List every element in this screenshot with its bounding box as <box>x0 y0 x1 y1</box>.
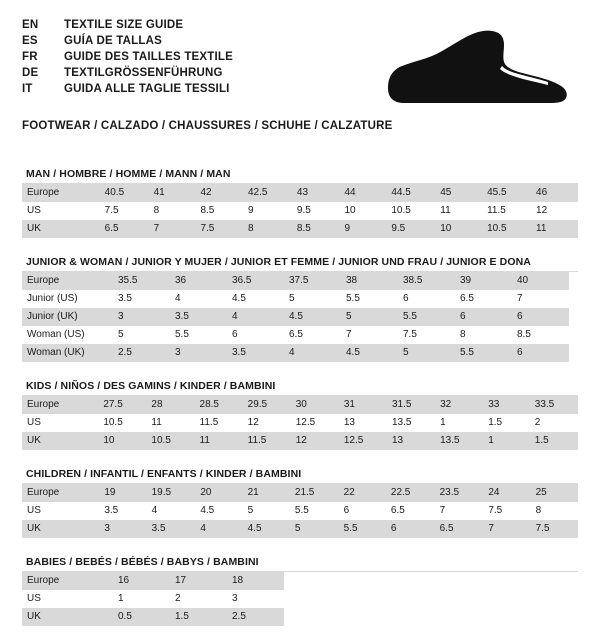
size-cell: 11 <box>195 432 243 450</box>
row-label: US <box>22 414 98 432</box>
size-cell: 10.5 <box>482 220 531 238</box>
size-cell: 10.5 <box>386 202 435 220</box>
size-cell: 6.5 <box>100 220 149 238</box>
row-label: Europe <box>22 272 113 290</box>
table-row <box>22 308 569 326</box>
size-cell: 5.5 <box>341 290 398 308</box>
size-cell: 3.5 <box>99 502 146 520</box>
size-cell: 6 <box>512 308 569 326</box>
size-cell: 42.5 <box>243 184 292 202</box>
size-cell: 20 <box>195 484 242 502</box>
size-cell: 3.5 <box>227 344 284 362</box>
size-cell: 4.5 <box>195 502 242 520</box>
size-cell: 5.5 <box>339 520 386 538</box>
size-cell: 33 <box>483 396 530 414</box>
size-block-title: BABIES / BEBÉS / BÉBÉS / BABYS / BAMBINI <box>22 556 578 572</box>
size-table <box>22 484 578 538</box>
size-cell: 16 <box>113 572 170 590</box>
size-cell: 7.5 <box>531 520 578 538</box>
size-cell: 6 <box>227 326 284 344</box>
size-cell: 7 <box>435 502 484 520</box>
size-cell: 7 <box>341 326 398 344</box>
size-cell: 5 <box>113 326 170 344</box>
row-label: UK <box>22 220 100 238</box>
size-cell: 4 <box>227 308 284 326</box>
row-label: Europe <box>22 184 100 202</box>
size-cell: 1.5 <box>530 432 578 450</box>
size-cell: 5 <box>398 344 455 362</box>
size-cell: 3 <box>99 520 146 538</box>
size-cell: 4.5 <box>341 344 398 362</box>
size-cell: 7 <box>512 290 569 308</box>
size-cell: 5.5 <box>170 326 227 344</box>
size-block-title: JUNIOR & WOMAN / JUNIOR Y MUJER / JUNIOR ET FEMME / JUNIOR UND FRAU / JUNIOR E DONA <box>22 256 578 272</box>
size-cell: 19.5 <box>147 484 196 502</box>
language-row <box>22 34 233 50</box>
size-cell: 11 <box>435 202 482 220</box>
size-cell: 8 <box>455 326 512 344</box>
size-cell: 8 <box>243 220 292 238</box>
size-block-title: MAN / HOMBRE / HOMME / MANN / MAN <box>22 168 578 184</box>
dress-shoe-icon <box>382 26 572 106</box>
size-block <box>22 556 578 626</box>
size-cell: 3 <box>227 590 284 608</box>
size-cell: 43 <box>292 184 340 202</box>
row-label: UK <box>22 520 99 538</box>
size-cell: 7.5 <box>483 502 530 520</box>
language-code: FR <box>22 51 38 63</box>
size-cell: 11.5 <box>243 432 291 450</box>
size-cell: 7 <box>483 520 530 538</box>
size-cell: 4.5 <box>227 290 284 308</box>
size-cell: 13.5 <box>435 432 483 450</box>
size-cell: 41 <box>149 184 196 202</box>
size-cell: 9.5 <box>292 202 340 220</box>
size-cell: 28.5 <box>195 396 243 414</box>
size-cell: 6.5 <box>455 290 512 308</box>
size-cell: 22 <box>339 484 386 502</box>
size-cell: 11.5 <box>482 202 531 220</box>
size-cell: 7.5 <box>398 326 455 344</box>
size-cell: 45.5 <box>482 184 531 202</box>
size-cell: 23.5 <box>435 484 484 502</box>
size-cell: 5.5 <box>290 502 339 520</box>
language-row <box>22 82 233 98</box>
size-cell: 32 <box>435 396 483 414</box>
table-row <box>22 432 578 450</box>
size-cell: 17 <box>170 572 227 590</box>
size-cell: 29.5 <box>243 396 291 414</box>
size-block <box>22 380 578 450</box>
size-cell: 9 <box>339 220 386 238</box>
language-code: EN <box>22 19 39 31</box>
size-cell: 2.5 <box>113 344 170 362</box>
size-cell: 5.5 <box>455 344 512 362</box>
size-cell: 3 <box>113 308 170 326</box>
size-cell: 1 <box>483 432 530 450</box>
table-row <box>22 344 569 362</box>
table-row <box>22 290 569 308</box>
size-cell: 36.5 <box>227 272 284 290</box>
language-title: TEXTILGRÖSSENFÜHRUNG <box>64 67 223 79</box>
size-cell: 4.5 <box>284 308 341 326</box>
language-title: TEXTILE SIZE GUIDE <box>64 19 184 31</box>
size-cell: 3.5 <box>113 290 170 308</box>
table-row <box>22 220 578 238</box>
size-cell: 5 <box>341 308 398 326</box>
table-row <box>22 590 284 608</box>
row-label: Woman (UK) <box>22 344 113 362</box>
size-cell: 4 <box>170 290 227 308</box>
row-label: UK <box>22 608 113 626</box>
language-title: GUÍA DE TALLAS <box>64 35 162 47</box>
size-cell: 21.5 <box>290 484 339 502</box>
row-label: Woman (US) <box>22 326 113 344</box>
size-cell: 19 <box>99 484 146 502</box>
size-cell: 3.5 <box>147 520 196 538</box>
size-cell: 5 <box>284 290 341 308</box>
size-cell: 1.5 <box>170 608 227 626</box>
size-cell: 6.5 <box>435 520 484 538</box>
row-label: Europe <box>22 484 99 502</box>
size-cell: 38.5 <box>398 272 455 290</box>
size-cell: 1.5 <box>483 414 530 432</box>
size-cell: 6 <box>386 520 435 538</box>
table-row <box>22 202 578 220</box>
language-row <box>22 18 233 34</box>
size-cell: 44.5 <box>386 184 435 202</box>
size-table <box>22 184 578 238</box>
size-cell: 4.5 <box>243 520 290 538</box>
language-title: GUIDE DES TAILLES TEXTILE <box>64 51 233 63</box>
size-block <box>22 168 578 238</box>
language-title: GUIDA ALLE TAGLIE TESSILI <box>64 83 230 95</box>
table-row <box>22 520 578 538</box>
size-cell: 11 <box>531 220 578 238</box>
language-title-list <box>22 18 233 98</box>
size-cell: 11 <box>146 414 194 432</box>
category-heading: FOOTWEAR / CALZADO / CHAUSSURES / SCHUHE / CALZATURE <box>22 120 393 132</box>
size-cell: 4 <box>195 520 242 538</box>
size-table <box>22 396 578 450</box>
language-code: DE <box>22 67 39 79</box>
row-label: Europe <box>22 572 113 590</box>
size-cell: 4 <box>147 502 196 520</box>
table-row <box>22 414 578 432</box>
size-block-title: CHILDREN / INFANTIL / ENFANTS / KINDER / BAMBINI <box>22 468 578 484</box>
table-row <box>22 484 578 502</box>
size-cell: 38 <box>341 272 398 290</box>
table-row <box>22 326 569 344</box>
size-cell: 30 <box>291 396 339 414</box>
table-row <box>22 608 284 626</box>
size-block <box>22 468 578 538</box>
footer-spacer <box>22 626 578 636</box>
size-cell: 2.5 <box>227 608 284 626</box>
document-header <box>22 18 578 106</box>
size-cell: 10 <box>98 432 146 450</box>
size-cell: 12 <box>243 414 291 432</box>
size-cell: 3.5 <box>170 308 227 326</box>
size-cell: 6 <box>339 502 386 520</box>
size-cell: 25 <box>531 484 578 502</box>
size-cell: 2 <box>530 414 578 432</box>
size-cell: 6 <box>455 308 512 326</box>
size-cell: 5 <box>290 520 339 538</box>
size-blocks <box>22 168 578 626</box>
size-table <box>22 272 569 362</box>
size-cell: 24 <box>483 484 530 502</box>
table-row <box>22 396 578 414</box>
size-cell: 8.5 <box>512 326 569 344</box>
size-cell: 5.5 <box>398 308 455 326</box>
size-cell: 10.5 <box>146 432 194 450</box>
size-table <box>22 572 284 626</box>
size-cell: 13 <box>339 414 387 432</box>
size-cell: 35.5 <box>113 272 170 290</box>
language-row <box>22 66 233 82</box>
size-cell: 9.5 <box>386 220 435 238</box>
size-cell: 6.5 <box>284 326 341 344</box>
row-label: US <box>22 202 100 220</box>
size-cell: 44 <box>339 184 386 202</box>
size-block <box>22 256 578 362</box>
size-cell: 1 <box>435 414 483 432</box>
size-cell: 4 <box>284 344 341 362</box>
size-cell: 45 <box>435 184 482 202</box>
row-label: US <box>22 590 113 608</box>
size-cell: 0.5 <box>113 608 170 626</box>
size-cell: 12.5 <box>291 414 339 432</box>
size-cell: 33.5 <box>530 396 578 414</box>
row-label: US <box>22 502 99 520</box>
size-cell: 1 <box>113 590 170 608</box>
size-cell: 6 <box>398 290 455 308</box>
size-cell: 7.5 <box>195 220 243 238</box>
size-cell: 40 <box>512 272 569 290</box>
size-cell: 3 <box>170 344 227 362</box>
size-cell: 12 <box>291 432 339 450</box>
language-code: ES <box>22 35 38 47</box>
table-row <box>22 272 569 290</box>
table-row <box>22 572 284 590</box>
size-cell: 21 <box>243 484 290 502</box>
size-block-title: KIDS / NIÑOS / DES GAMINS / KINDER / BAMBINI <box>22 380 578 396</box>
size-cell: 8.5 <box>292 220 340 238</box>
size-cell: 39 <box>455 272 512 290</box>
size-cell: 11.5 <box>195 414 243 432</box>
size-cell: 31 <box>339 396 387 414</box>
size-cell: 12 <box>531 202 578 220</box>
size-cell: 10 <box>435 220 482 238</box>
size-cell: 8 <box>149 202 196 220</box>
size-cell: 8 <box>531 502 578 520</box>
table-row <box>22 184 578 202</box>
size-cell: 46 <box>531 184 578 202</box>
size-cell: 7.5 <box>100 202 149 220</box>
row-label: UK <box>22 432 98 450</box>
size-cell: 22.5 <box>386 484 435 502</box>
size-cell: 36 <box>170 272 227 290</box>
size-cell: 9 <box>243 202 292 220</box>
size-cell: 6.5 <box>386 502 435 520</box>
size-cell: 2 <box>170 590 227 608</box>
size-cell: 31.5 <box>387 396 435 414</box>
size-cell: 28 <box>146 396 194 414</box>
size-cell: 37.5 <box>284 272 341 290</box>
size-cell: 6 <box>512 344 569 362</box>
language-code: IT <box>22 83 33 95</box>
row-label: Junior (US) <box>22 290 113 308</box>
row-label: Junior (UK) <box>22 308 113 326</box>
size-cell: 13 <box>387 432 435 450</box>
size-cell: 12.5 <box>339 432 387 450</box>
table-row <box>22 502 578 520</box>
size-cell: 5 <box>243 502 290 520</box>
size-cell: 7 <box>149 220 196 238</box>
size-cell: 42 <box>195 184 243 202</box>
language-row <box>22 50 233 66</box>
row-label: Europe <box>22 396 98 414</box>
size-cell: 40.5 <box>100 184 149 202</box>
size-cell: 27.5 <box>98 396 146 414</box>
size-cell: 10 <box>339 202 386 220</box>
size-cell: 13.5 <box>387 414 435 432</box>
size-cell: 8.5 <box>195 202 243 220</box>
size-cell: 18 <box>227 572 284 590</box>
size-cell: 10.5 <box>98 414 146 432</box>
